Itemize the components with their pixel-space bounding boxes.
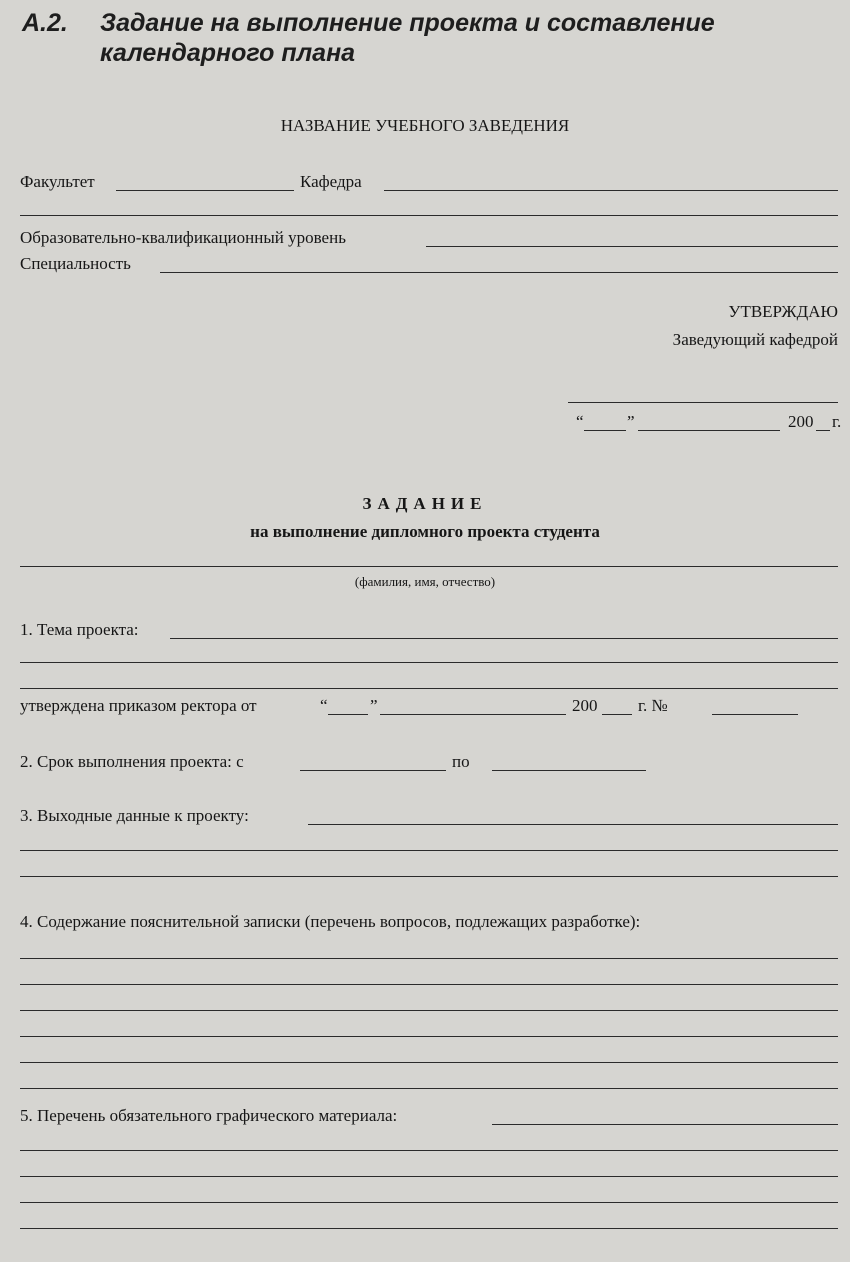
approval-year-suffix: г. [832,412,842,431]
department-field-continued[interactable] [20,215,838,216]
order-year-field[interactable] [602,714,632,715]
contents-field-line-5[interactable] [20,1062,838,1063]
order-number-label: г. № [638,696,668,715]
faculty-field[interactable] [116,190,294,191]
approval-quote-open: “ [576,412,584,431]
faculty-label: Факультет [20,172,95,191]
level-label: Образовательно-квалификационный уровень [20,228,346,247]
approval-quote-close: ” [627,412,635,431]
contents-label: 4. Содержание пояснительной записки (перечень вопросов, подлежащих разработке): [20,912,641,931]
assignment-title: ЗАДАНИЕ [362,494,488,513]
input-data-field[interactable] [308,824,838,825]
department-head-label: Заведующий кафедрой [672,330,838,349]
graphics-field-line-3[interactable] [20,1176,838,1177]
head-signature-field[interactable] [568,402,838,403]
approval-year-prefix: 200 [788,412,814,431]
deadline-to-field[interactable] [492,770,646,771]
contents-field-line-1[interactable] [20,958,838,959]
order-month-field[interactable] [380,714,566,715]
specialty-field[interactable] [160,272,838,273]
input-data-field-line-2[interactable] [20,850,838,851]
deadline-from-field[interactable] [300,770,446,771]
topic-field[interactable] [170,638,838,639]
contents-field-line-2[interactable] [20,984,838,985]
graphics-field[interactable] [492,1124,838,1125]
approval-month-field[interactable] [638,430,780,431]
level-field[interactable] [426,246,838,247]
approval-year-field[interactable] [816,430,830,431]
section-heading [22,8,822,68]
department-field[interactable] [384,190,838,191]
assignment-subtitle: на выполнение дипломного проекта студента [250,522,600,541]
topic-field-line-2[interactable] [20,662,838,663]
section-number: А.2. [22,9,68,37]
topic-field-line-3[interactable] [20,688,838,689]
topic-label: 1. Тема проекта: [20,620,139,639]
deadline-to-label: по [452,752,470,771]
section-title-line-2: календарного плана [100,39,356,67]
department-label: Кафедра [300,172,362,191]
graphics-field-line-2[interactable] [20,1150,838,1151]
approval-day-field[interactable] [584,430,626,431]
section-title-line-1: Задание на выполнение проекта и составление [100,9,715,37]
student-name-caption: (фамилия, имя, отчество) [354,574,496,589]
graphics-field-line-5[interactable] [20,1228,838,1229]
order-number-field[interactable] [712,714,798,715]
order-approved-label: утверждена приказом ректора от [20,696,257,715]
graphics-label: 5. Перечень обязательного графического материала: [20,1106,398,1125]
contents-field-line-6[interactable] [20,1088,838,1089]
institution-name: НАЗВАНИЕ УЧЕБНОГО ЗАВЕДЕНИЯ [280,116,570,135]
input-data-label: 3. Выходные данные к проекту: [20,806,249,825]
order-quote-open: “ [320,696,328,715]
order-year-prefix: 200 [572,696,598,715]
graphics-field-line-4[interactable] [20,1202,838,1203]
input-data-field-line-3[interactable] [20,876,838,877]
deadline-label: 2. Срок выполнения проекта: с [20,752,244,771]
student-name-field[interactable] [20,566,838,567]
contents-field-line-3[interactable] [20,1010,838,1011]
approve-stamp: УТВЕРЖДАЮ [728,302,838,321]
order-day-field[interactable] [328,714,368,715]
order-quote-close: ” [370,696,378,715]
contents-field-line-4[interactable] [20,1036,838,1037]
specialty-label: Специальность [20,254,131,273]
